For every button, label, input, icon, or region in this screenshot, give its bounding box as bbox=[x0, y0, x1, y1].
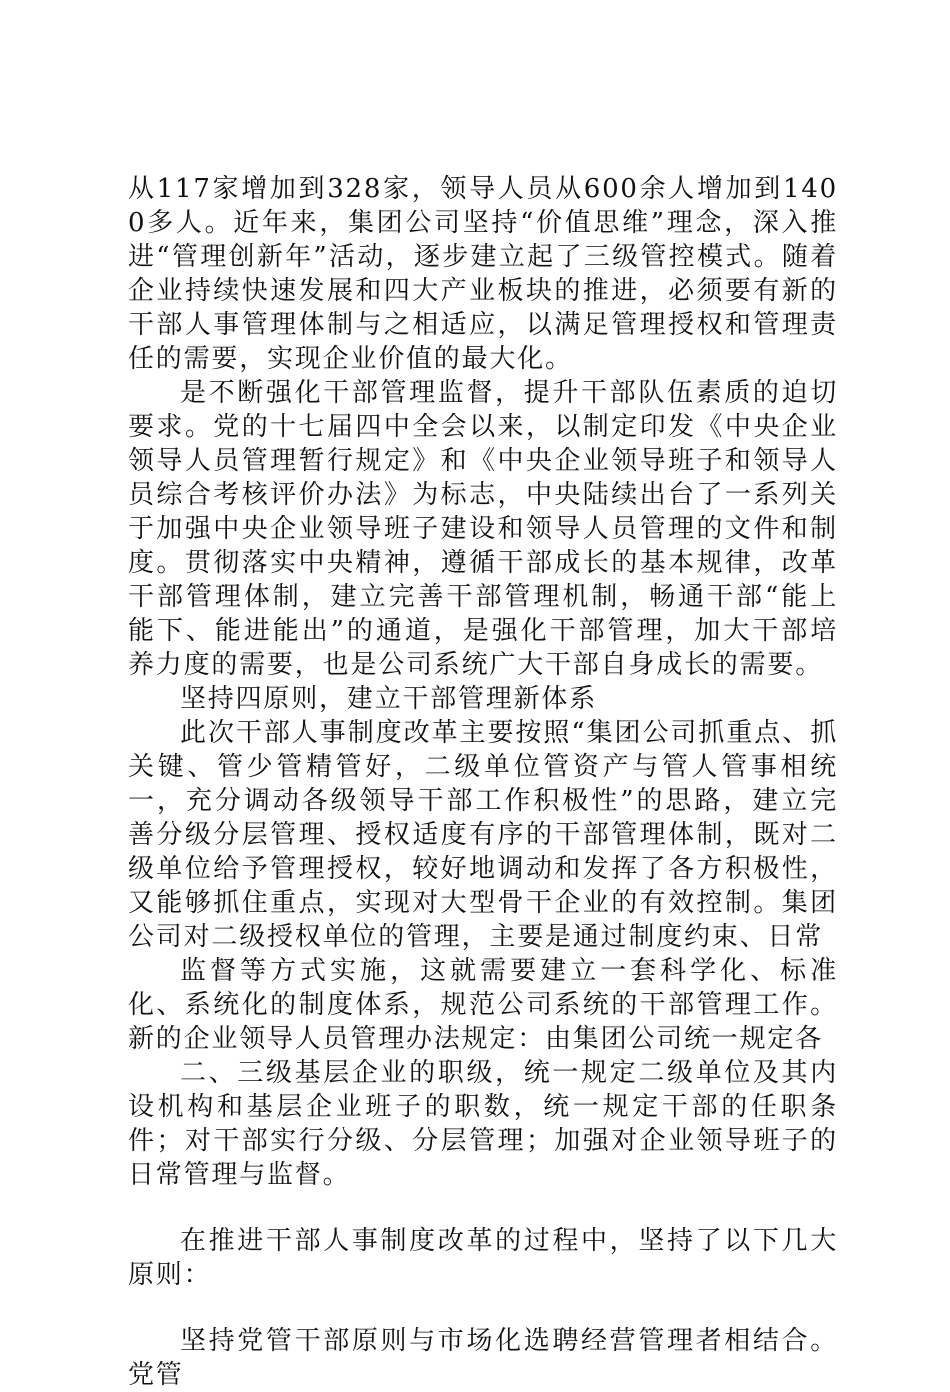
paragraph-3: 此次干部人事制度改革主要按照“集团公司抓重点、抓关键、管少管精管好，二级单位管资产与管人管事相统一，充分调动各级领导干部工作积极性”的思路，建立完善分级分层管理、授权适度有序的干部管理体制，既对二级单位给予管理授权，较好地调动和发挥了各方积极性，又能够抓住重点，实现对大型骨干企业的有效控制。集团公司对二级授权单位的管理，主要是通过制度约束、日常 bbox=[128, 718, 838, 952]
document-body bbox=[128, 172, 838, 1392]
paragraph-5: 二、三级基层企业的职级，统一规定二级单位及其内设机构和基层企业班子的职数，统一规定干部的任职条件；对干部实行分级、分层管理；加强对企业领导班子的日常管理与监督。 bbox=[128, 1058, 838, 1190]
paragraph-4: 监督等方式实施，这就需要建立一套科学化、标准化、系统化的制度体系，规范公司系统的干部管理工作。新的企业领导人员管理办法规定：由集团公司统一规定各 bbox=[128, 956, 838, 1054]
paragraph-1: 从117家增加到328家，领导人员从600余人增加到1400多人。近年来，集团公司坚持“价值思维”理念，深入推进“管理创新年”活动，逐步建立起了三级管控模式。随着企业持续快速发展和四大产业板块的推进，必须要有新的干部人事管理体制与之相适应，以满足管理授权和管理责任的需要，实现企业价值的最大化。 bbox=[128, 174, 838, 374]
section-heading: 坚持四原则，建立干部管理新体系 bbox=[180, 684, 598, 714]
paragraph-6: 在推进干部人事制度改革的过程中，坚持了以下几大原则： bbox=[128, 1226, 838, 1290]
paragraph-7: 坚持党管干部原则与市场化选聘经营管理者相结合。党管 bbox=[128, 1326, 838, 1390]
paragraph-2: 是不断强化干部管理监督，提升干部队伍素质的迫切要求。党的十七届四中全会以来，以制定印发《中央企业领导人员管理暂行规定》和《中央企业领导班子和领导人员综合考核评价办法》为标志，中央陆续出台了一系列关于加强中央企业领导班子建设和领导人员管理的文件和制度。贯彻落实中央精神，遵循干部成长的基本规律，改革干部管理体制，建立完善干部管理机制，畅通干部“能上能下、能进能出”的通道，是强化干部管理，加大干部培养力度的需要，也是公司系统广大干部自身成长的需要。 bbox=[128, 378, 838, 680]
